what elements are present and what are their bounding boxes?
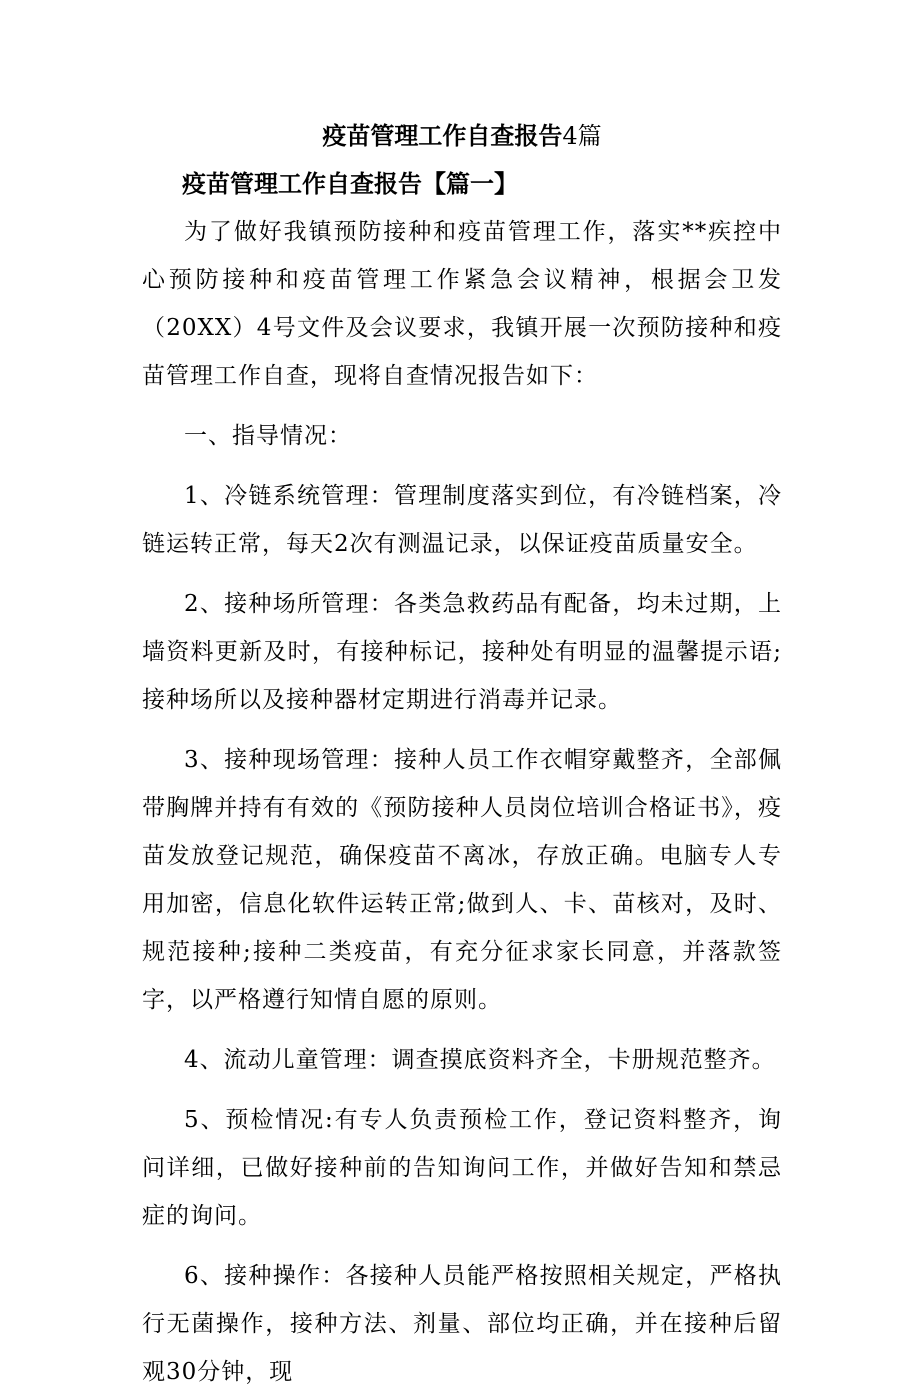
paragraph-intro: 为了做好我镇预防接种和疫苗管理工作，落实**疾控中心预防接种和疫苗管理工作紧急会议精神，根据会卫发（20XX）4号文件及会议要求，我镇开展一次预防接种和疫苗管理工作自查，现将自查情况报告如下： <box>142 219 782 389</box>
paragraph-item-6: 6、接种操作：各接种人员能严格按照相关规定，严格执行无菌操作，接种方法、剂量、部位均正确，并在接种后留观30分钟，现 <box>142 1263 782 1385</box>
paragraph-section-heading: 一、指导情况： <box>184 423 352 449</box>
paragraph-item-1: 1、冷链系统管理：管理制度落实到位，有冷链档案，冷链运转正常，每天2次有测温记录，以保证疫苗质量安全。 <box>142 483 782 557</box>
paragraph-item-4: 4、流动儿童管理：调查摸底资料齐全，卡册规范整齐。 <box>184 1047 776 1073</box>
document-body <box>142 112 782 1396</box>
paragraph-item-2: 2、接种场所管理：各类急救药品有配备，均未过期，上墙资料更新及时，有接种标记，接种处有明显的温馨提示语;接种场所以及接种器材定期进行消毒并记录。 <box>142 591 782 713</box>
title-main: 疫苗管理工作自查报告 <box>322 121 563 150</box>
section-heading: 疫苗管理工作自查报告【篇一】 <box>182 169 518 198</box>
paragraph-item-3: 3、接种现场管理：接种人员工作衣帽穿戴整齐，全部佩带胸牌并持有有效的《预防接种人员岗位培训合格证书》，疫苗发放登记规范，确保疫苗不离冰，存放正确。电脑专人专用加密，信息化软件运转正常;做到人、卡、苗核对，及时、规范接种;接种二类疫苗，有充分征求家长同意，并落款签字，以严格遵行知情自愿的原则。 <box>142 747 782 1013</box>
paragraph-item-5: 5、预检情况:有专人负责预检工作，登记资料整齐，询问详细，已做好接种前的告知询问工作，并做好告知和禁忌症的询问。 <box>142 1107 782 1229</box>
document-title <box>142 112 782 160</box>
title-count: 4篇 <box>562 122 602 150</box>
